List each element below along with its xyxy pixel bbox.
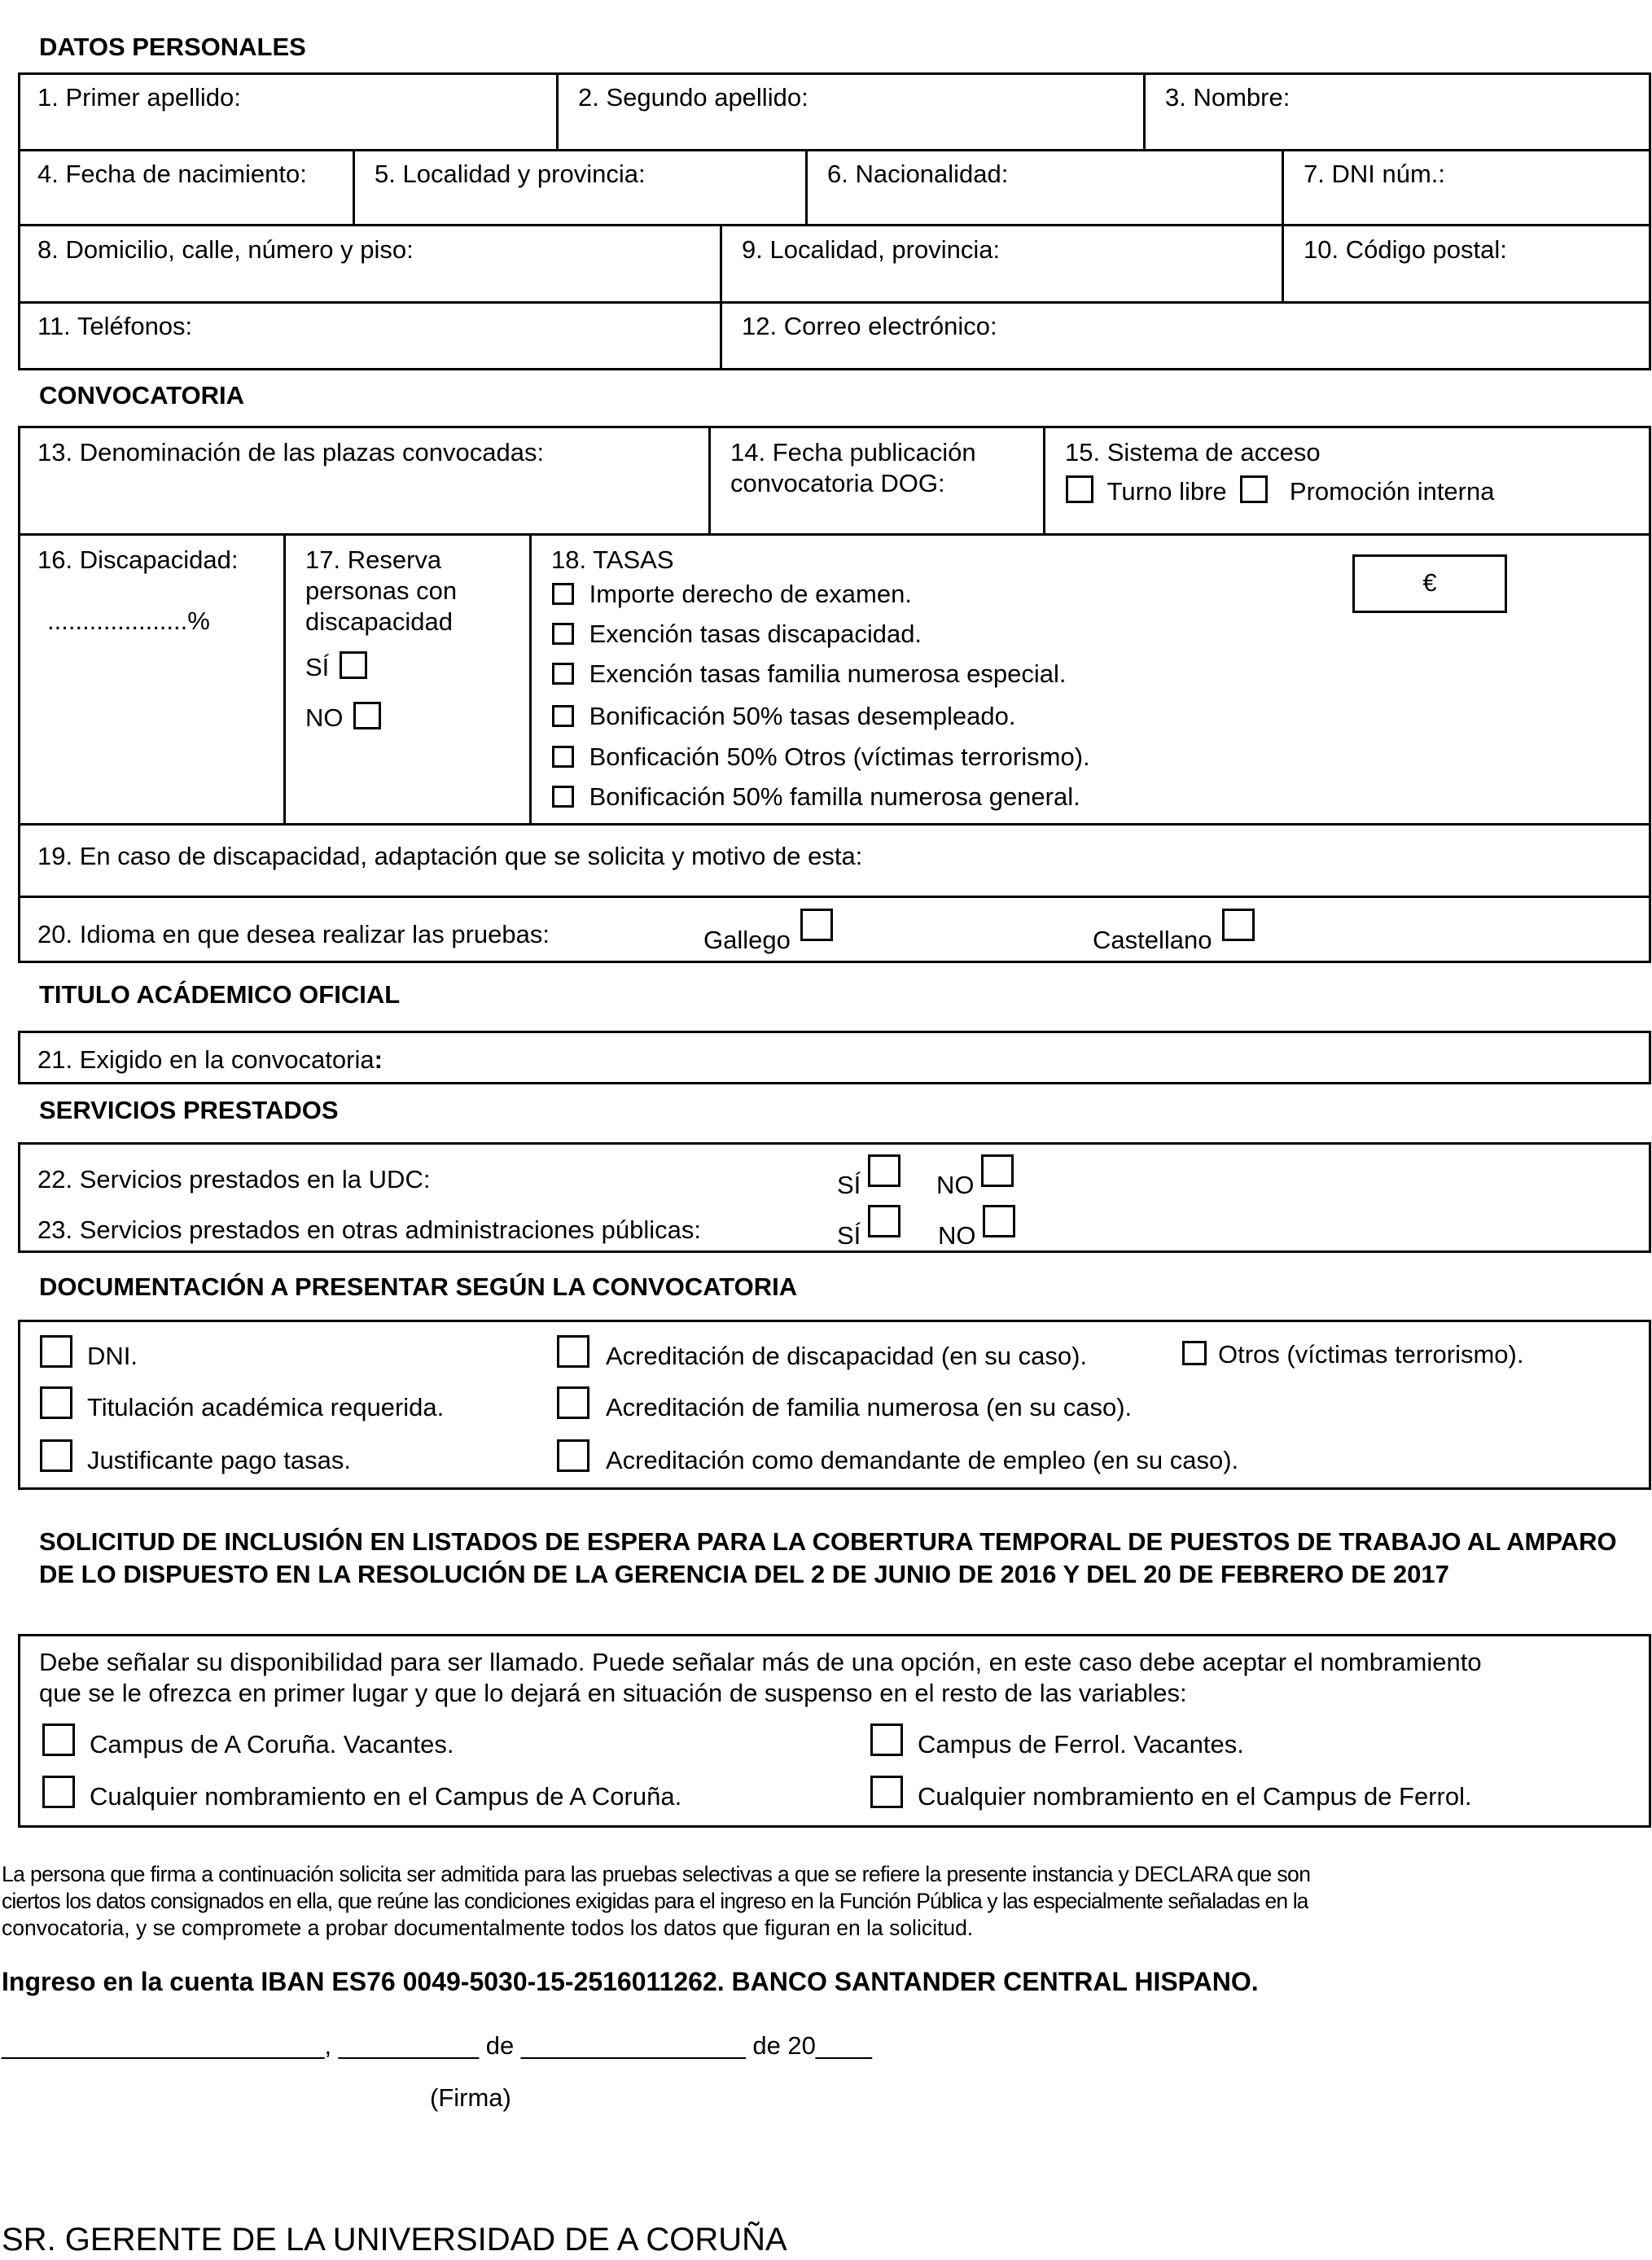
promocion-interna-label: Promoción interna xyxy=(1289,477,1495,506)
reserva-no-label: NO xyxy=(305,703,344,732)
ferrol-cualquier-checkbox[interactable] xyxy=(870,1776,903,1808)
reserva-si-label: SÍ xyxy=(305,653,330,681)
field-codigo-postal[interactable]: 10. Código postal: xyxy=(1304,235,1507,264)
section-title-personal: DATOS PERSONALES xyxy=(39,33,306,61)
turno-libre-label: Turno libre xyxy=(1106,477,1227,506)
reserva-label-line2: personas con xyxy=(305,576,458,605)
coruna-cualquier-checkbox[interactable] xyxy=(42,1776,75,1808)
ferrol-vacantes-label: Campus de Ferrol. Vacantes. xyxy=(918,1730,1244,1759)
tasa-option-4[interactable] xyxy=(552,701,1016,732)
section-title-titulo: TITULO ACÁDEMICO OFICIAL xyxy=(39,980,401,1009)
tasas-label: 18. TASAS xyxy=(551,545,674,574)
reserva-label-line1: 17. Reserva xyxy=(305,545,442,574)
tasa-option-6[interactable] xyxy=(552,782,1080,812)
solicitud-intro-line1: Debe señalar su disponibilidad para ser llamado. Puede señalar más de una opción, en este caso debe aceptar el nombramiento xyxy=(39,1648,1482,1676)
field-localidad-domicilio[interactable]: 9. Localidad, provincia: xyxy=(742,235,1001,264)
section-title-servicios: SERVICIOS PRESTADOS xyxy=(39,1096,339,1124)
doc-dni-checkbox[interactable] xyxy=(40,1335,72,1368)
idioma-gallego-checkbox[interactable] xyxy=(800,909,833,941)
doc-demandante-checkbox[interactable] xyxy=(557,1439,589,1472)
tasa-checkbox-4[interactable] xyxy=(552,705,574,727)
tasa-checkbox-6[interactable] xyxy=(552,786,574,808)
servicios-udc-no-label: NO xyxy=(936,1171,975,1199)
doc-justificante-option[interactable] xyxy=(40,1439,351,1476)
tasa-option-5[interactable] xyxy=(552,742,1090,773)
turno-libre-checkbox[interactable] xyxy=(1066,475,1093,503)
tasa-checkbox-2[interactable] xyxy=(552,623,574,645)
doc-discapacidad-label: Acreditación de discapacidad (en su caso). xyxy=(606,1342,1088,1370)
doc-demandante-option[interactable] xyxy=(557,1439,1238,1476)
tasa-option-3[interactable] xyxy=(552,659,1066,690)
firma-fecha-line[interactable]: _______________________, __________ de ________________ de 20____ xyxy=(2,2031,872,2060)
field-titulo-exigido[interactable] xyxy=(37,1045,383,1075)
reserva-si-option[interactable] xyxy=(305,651,367,683)
idioma-gallego-option[interactable] xyxy=(703,909,833,954)
field-localidad-provincia[interactable]: 5. Localidad y provincia: xyxy=(375,160,646,188)
doc-otros-checkbox[interactable] xyxy=(1182,1341,1207,1365)
solicitud-intro-line2: que se le ofrezca en primer lugar y que lo dejará en situación de suspenso en el resto de las variables: xyxy=(39,1679,1187,1707)
servicios-udc-no-checkbox[interactable] xyxy=(981,1154,1014,1187)
destinatario: SR. GERENTE DE LA UNIVERSIDAD DE A CORUÑA xyxy=(2,2222,787,2258)
tasa-checkbox-3[interactable] xyxy=(552,663,574,685)
field-nacionalidad[interactable]: 6. Nacionalidad: xyxy=(827,160,1009,188)
field-nombre[interactable]: 3. Nombre: xyxy=(1165,83,1290,112)
idioma-gallego-label: Gallego xyxy=(703,926,791,954)
turno-libre-option[interactable] xyxy=(1066,475,1494,507)
doc-dni-label: DNI. xyxy=(87,1342,138,1370)
coruna-vacantes-checkbox[interactable] xyxy=(42,1723,75,1756)
doc-otros-option[interactable] xyxy=(1182,1339,1523,1370)
servicios-otras-no-checkbox[interactable] xyxy=(983,1205,1015,1237)
section-title-solicitud: SOLICITUD DE INCLUSIÓN EN LISTADOS DE ESPERA PARA LA COBERTURA TEMPORAL DE PUESTOS DE TRABAJO AL AMPARO DE LO DISPUESTO EN LA RESOLUCIÓN DE LA GERENCIA DEL 2 DE JUNIO DE 2016 Y DEL 20 DE FEBRERO DE 2017 xyxy=(39,1527,1617,1588)
declaracion-line1: La persona que firma a continuación solicita ser admitida para las pruebas selectivas a que se refiere la presente instancia y DECLARA que son xyxy=(2,1862,1311,1886)
tasa-option-2[interactable] xyxy=(552,619,922,650)
servicios-otras-no-label: NO xyxy=(938,1221,976,1250)
field-dni[interactable]: 7. DNI núm.: xyxy=(1304,160,1445,188)
field-denominacion-plazas[interactable]: 13. Denominación de las plazas convocadas: xyxy=(37,438,545,466)
idioma-castellano-label: Castellano xyxy=(1093,926,1212,954)
servicios-otras-si-checkbox[interactable] xyxy=(868,1205,900,1237)
reserva-label-line3: discapacidad xyxy=(305,607,453,636)
field-telefonos[interactable]: 11. Teléfonos: xyxy=(37,312,193,340)
tasa-checkbox-1[interactable] xyxy=(552,583,574,605)
doc-discapacidad-checkbox[interactable] xyxy=(557,1335,589,1368)
reserva-si-checkbox[interactable] xyxy=(340,651,367,679)
field-discapacidad: 16. Discapacidad: xyxy=(37,545,239,574)
section-title-convocatoria: CONVOCATORIA xyxy=(39,381,245,410)
tasa-label-4: Bonificación 50% tasas desempleado. xyxy=(589,702,1016,730)
opcion-coruna-vacantes[interactable] xyxy=(42,1723,454,1760)
doc-titulacion-option[interactable] xyxy=(40,1386,444,1423)
doc-dni-option[interactable] xyxy=(40,1335,138,1372)
opcion-coruna-cualquier[interactable] xyxy=(42,1776,681,1812)
doc-demandante-label: Acreditación como demandante de empleo (en su caso). xyxy=(606,1446,1239,1474)
field-domicilio[interactable]: 8. Domicilio, calle, número y piso: xyxy=(37,235,414,264)
servicios-udc-si-option[interactable] xyxy=(837,1154,900,1199)
tasa-label-3: Exención tasas familia numerosa especial. xyxy=(589,659,1067,688)
doc-discapacidad-option[interactable] xyxy=(557,1335,1087,1372)
field-adaptacion[interactable]: 19. En caso de discapacidad, adaptación que se solicita y motivo de esta: xyxy=(37,842,863,870)
servicios-otras-si-option[interactable] xyxy=(837,1205,900,1250)
servicios-otras-label: 23. Servicios prestados en otras administraciones públicas: xyxy=(37,1215,702,1244)
servicios-otras-si-label: SÍ xyxy=(837,1221,861,1250)
tasa-option-1[interactable] xyxy=(552,579,912,610)
opcion-ferrol-cualquier[interactable] xyxy=(870,1776,1472,1812)
field-fecha-publicacion-line2: convocatoria DOG: xyxy=(730,469,945,497)
tasa-label-6: Bonificación 50% familla numerosa general. xyxy=(589,782,1080,811)
doc-otros-label: Otros (víctimas terrorismo). xyxy=(1218,1340,1524,1369)
promocion-interna-checkbox[interactable] xyxy=(1240,475,1268,503)
doc-familia-option[interactable] xyxy=(557,1386,1132,1423)
field-fecha-publicacion-line1[interactable]: 14. Fecha publicación xyxy=(730,438,976,466)
tasa-checkbox-5[interactable] xyxy=(552,746,574,768)
titulo-exigido-colon: : xyxy=(374,1045,383,1074)
servicios-otras-no-option[interactable] xyxy=(938,1205,1015,1250)
doc-familia-label: Acreditación de familia numerosa (en su caso). xyxy=(606,1393,1133,1421)
declaracion-line2: ciertos los datos consignados en ella, que reúne las condiciones exigidas para el ingreso en la Función Pública y las especialmente señaladas en la xyxy=(2,1889,1308,1913)
doc-titulacion-label: Titulación académica requerida. xyxy=(87,1393,445,1421)
ferrol-vacantes-checkbox[interactable] xyxy=(870,1723,903,1756)
firma-label: (Firma) xyxy=(430,2083,511,2112)
tasa-label-5: Bonficación 50% Otros (víctimas terrorismo). xyxy=(589,742,1090,771)
servicios-udc-si-checkbox[interactable] xyxy=(868,1154,900,1187)
servicios-udc-no-option[interactable] xyxy=(936,1154,1014,1199)
field-correo[interactable]: 12. Correo electrónico: xyxy=(742,312,997,340)
doc-titulacion-checkbox[interactable] xyxy=(40,1386,72,1419)
tasa-label-1: Importe derecho de examen. xyxy=(589,580,912,608)
idioma-label: 20. Idioma en que desea realizar las pruebas: xyxy=(37,920,550,948)
importe-euro-field[interactable]: € xyxy=(1352,554,1507,613)
declaracion-line3: convocatoria, y se compromete a probar documentalmente todos los datos que figuran en la solicitud. xyxy=(2,1916,974,1940)
doc-justificante-checkbox[interactable] xyxy=(40,1439,72,1472)
doc-familia-checkbox[interactable] xyxy=(557,1386,589,1419)
idioma-castellano-option[interactable] xyxy=(1093,909,1255,954)
idioma-castellano-checkbox[interactable] xyxy=(1222,909,1255,941)
coruna-vacantes-label: Campus de A Coruña. Vacantes. xyxy=(90,1730,454,1759)
coruna-cualquier-label: Cualquier nombramiento en el Campus de A Coruña. xyxy=(90,1782,682,1811)
reserva-no-option[interactable] xyxy=(305,702,381,734)
ingreso-cuenta: Ingreso en la cuenta IBAN ES76 0049-5030-15-2516011262. BANCO SANTANDER CENTRAL HISPANO. xyxy=(2,1967,1259,1996)
servicios-udc-si-label: SÍ xyxy=(837,1171,861,1199)
titulo-exigido-label: 21. Exigido en la convocatoria xyxy=(37,1045,375,1074)
ferrol-cualquier-label: Cualquier nombramiento en el Campus de Ferrol. xyxy=(918,1782,1472,1811)
section-title-documentacion: DOCUMENTACIÓN A PRESENTAR SEGÚN LA CONVOCATORIA xyxy=(39,1272,798,1301)
servicios-udc-label: 22. Servicios prestados en la UDC: xyxy=(37,1165,431,1194)
tasa-label-2: Exención tasas discapacidad. xyxy=(589,620,922,648)
reserva-no-checkbox[interactable] xyxy=(353,702,381,729)
field-fecha-nacimiento[interactable]: 4. Fecha de nacimiento: xyxy=(37,160,307,188)
field-primer-apellido[interactable]: 1. Primer apellido: xyxy=(37,83,241,112)
opcion-ferrol-vacantes[interactable] xyxy=(870,1723,1244,1760)
doc-justificante-label: Justificante pago tasas. xyxy=(87,1446,351,1474)
field-sistema-acceso: 15. Sistema de acceso xyxy=(1065,438,1321,466)
discapacidad-percent-blank[interactable]: ....................% xyxy=(47,607,210,635)
field-segundo-apellido[interactable]: 2. Segundo apellido: xyxy=(578,83,808,112)
